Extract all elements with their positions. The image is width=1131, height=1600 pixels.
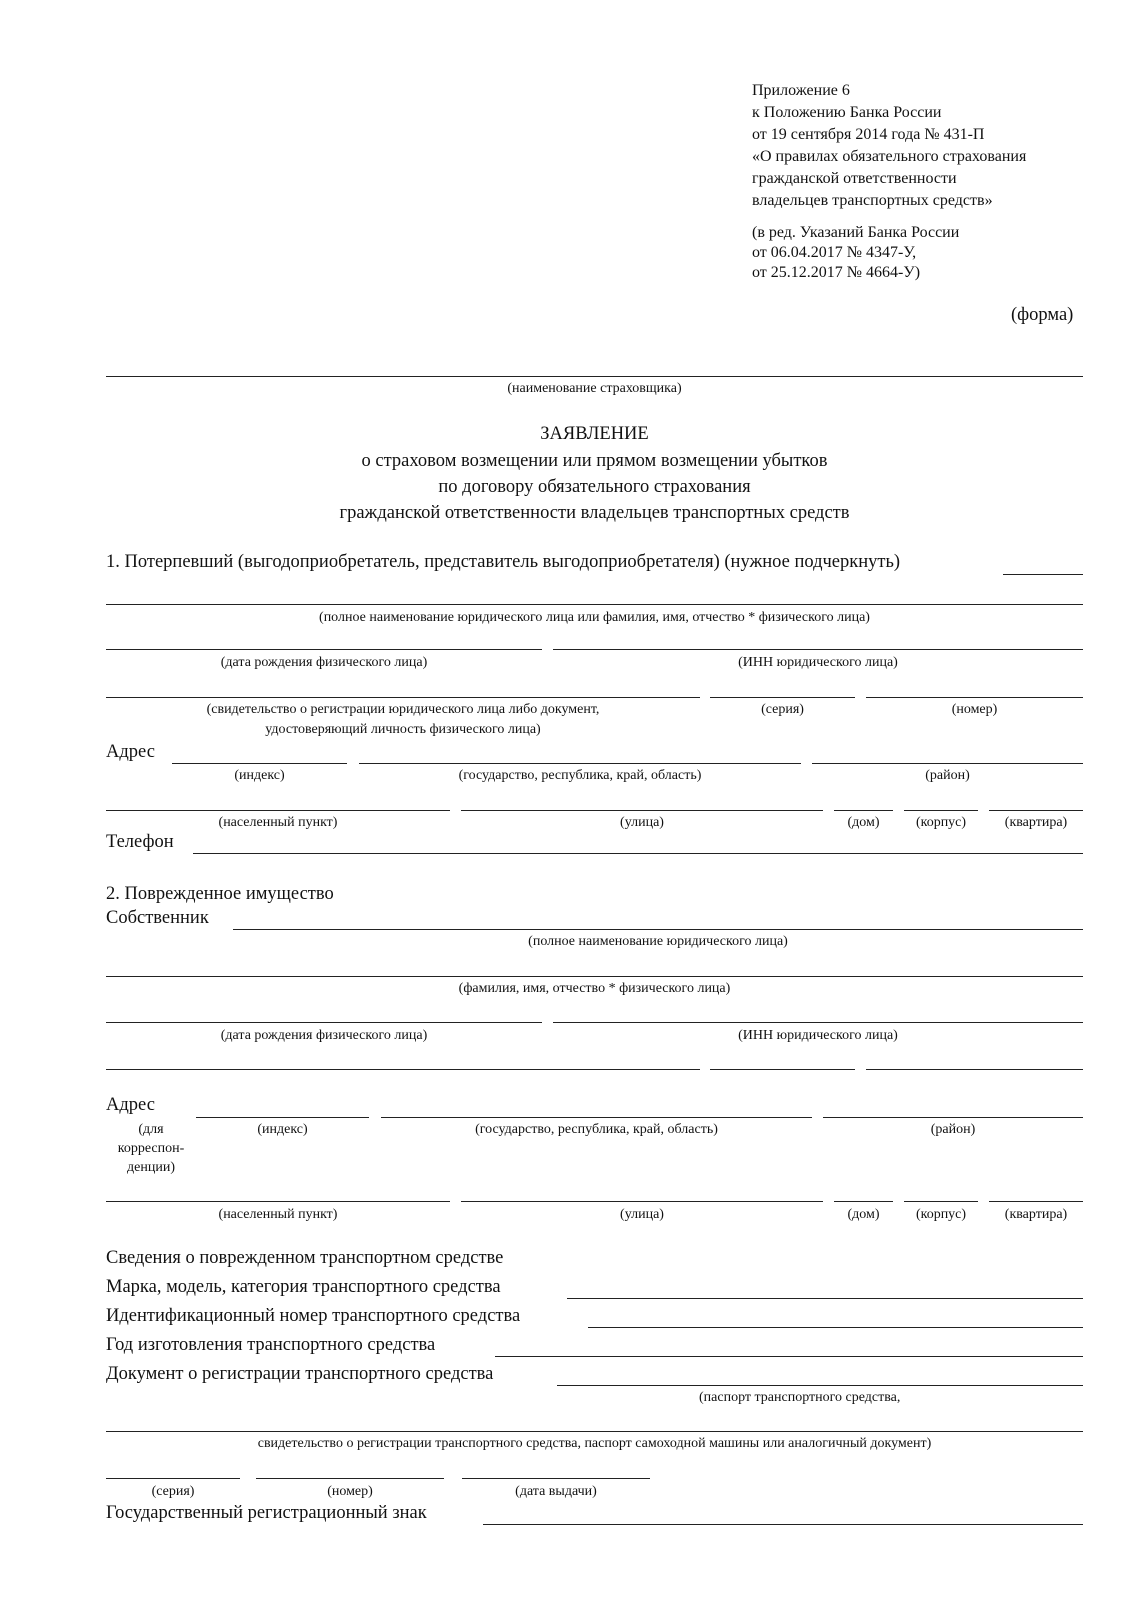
year-field[interactable] — [495, 1356, 1083, 1357]
owner-state-field[interactable] — [381, 1117, 812, 1118]
caption: удостоверяющий личность физического лица) — [265, 722, 541, 737]
caption: (номер) — [327, 1484, 373, 1499]
header-line: к Положению Банка России — [752, 104, 942, 121]
doc-number-field[interactable] — [256, 1478, 444, 1479]
phone-label: Телефон — [106, 832, 174, 852]
caption: (серия) — [761, 702, 804, 717]
title-line: по договору обязательного страхования — [438, 477, 751, 497]
owner-extra-field-3[interactable] — [866, 1069, 1083, 1070]
owner-building-field[interactable] — [904, 1201, 978, 1202]
caption: (индекс) — [234, 768, 285, 783]
caption: (полное наименование юридического лица) — [528, 934, 788, 949]
brand-label: Марка, модель, категория транспортного средства — [106, 1277, 501, 1297]
caption: (номер) — [951, 702, 998, 717]
owner-birth-field[interactable] — [106, 1022, 542, 1023]
header-line: владельцев транспортных средств» — [752, 192, 993, 209]
owner-extra-field-1[interactable] — [106, 1069, 700, 1070]
victim-doc-series-field[interactable] — [710, 697, 855, 698]
victim-street-field[interactable] — [461, 810, 823, 811]
section1-heading: 1. Потерпевший (выгодоприобретатель, представитель выгодоприобретателя) (нужное подчеркнуть) — [106, 552, 901, 572]
reg-doc-field[interactable] — [557, 1385, 1083, 1386]
owner-person-field[interactable] — [106, 976, 1083, 977]
owner-label: Собственник — [106, 908, 209, 928]
caption: (паспорт транспортного средства, — [699, 1390, 901, 1405]
victim-name-field[interactable] — [106, 604, 1083, 605]
owner-inn-field[interactable] — [553, 1022, 1083, 1023]
caption: (индекс) — [257, 1122, 308, 1137]
owner-apartment-field[interactable] — [989, 1201, 1083, 1202]
caption: (улица) — [620, 815, 664, 830]
victim-doc-field[interactable] — [106, 697, 700, 698]
caption: (ИНН юридического лица) — [738, 655, 898, 670]
owner-extra-field-2[interactable] — [710, 1069, 855, 1070]
header-line: от 19 сентября 2014 года № 431-П — [752, 126, 985, 143]
brand-field[interactable] — [567, 1298, 1083, 1299]
victim-building-field[interactable] — [904, 810, 978, 811]
caption: (государство, республика, край, область) — [475, 1122, 718, 1137]
owner-house-field[interactable] — [834, 1201, 893, 1202]
section2-heading: 2. Поврежденное имущество — [106, 884, 334, 904]
owner-street-field[interactable] — [461, 1201, 823, 1202]
header-line: гражданской ответственности — [752, 170, 957, 187]
insurer-caption: (наименование страховщика) — [507, 381, 682, 396]
vin-field[interactable] — [588, 1327, 1083, 1328]
address-note: денции) — [127, 1160, 175, 1175]
caption: (населенный пункт) — [218, 815, 338, 830]
form-mark: (форма) — [1011, 305, 1074, 325]
victim-locality-field[interactable] — [106, 810, 450, 811]
title-line: гражданской ответственности владельцев транспортных средств — [339, 503, 850, 523]
plate-field[interactable] — [483, 1524, 1083, 1525]
vin-label: Идентификационный номер транспортного средства — [106, 1306, 521, 1326]
address-note: (для — [138, 1122, 164, 1137]
victim-phone-field[interactable] — [193, 853, 1083, 854]
victim-birth-field[interactable] — [106, 649, 542, 650]
caption: (населенный пункт) — [218, 1207, 338, 1222]
edition-line: от 06.04.2017 № 4347-У, — [752, 244, 917, 261]
doc-issue-date-field[interactable] — [462, 1478, 650, 1479]
owner-district-field[interactable] — [823, 1117, 1083, 1118]
caption: (дата рождения физического лица) — [220, 655, 428, 670]
caption: (корпус) — [915, 815, 967, 830]
edition-line: (в ред. Указаний Банка России — [752, 224, 960, 241]
reg-doc-field-2[interactable] — [106, 1431, 1083, 1432]
caption: (дом) — [847, 815, 880, 830]
reg-doc-label: Документ о регистрации транспортного средства — [106, 1364, 494, 1384]
owner-locality-field[interactable] — [106, 1201, 450, 1202]
victim-state-field[interactable] — [359, 763, 801, 764]
caption: (район) — [930, 1122, 976, 1137]
edition-line: от 25.12.2017 № 4664-У) — [752, 264, 921, 281]
caption: (улица) — [620, 1207, 664, 1222]
caption: (фамилия, имя, отчество * физического лица) — [458, 981, 731, 996]
caption: (дата выдачи) — [515, 1484, 597, 1499]
document-title: ЗАЯВЛЕНИЕ — [540, 424, 649, 444]
caption: (дом) — [847, 1207, 880, 1222]
caption: (дата рождения физического лица) — [220, 1028, 428, 1043]
caption: (государство, республика, край, область) — [458, 768, 702, 783]
vehicle-heading: Сведения о поврежденном транспортном средстве — [106, 1248, 504, 1268]
victim-house-field[interactable] — [834, 810, 893, 811]
victim-inn-field[interactable] — [553, 649, 1083, 650]
caption: (квартира) — [1004, 815, 1068, 830]
victim-doc-number-field[interactable] — [866, 697, 1083, 698]
header-line: Приложение 6 — [752, 82, 850, 99]
caption: свидетельство о регистрации транспортного средства, паспорт самоходной машины или аналогичный документ) — [257, 1436, 932, 1451]
insurer-field[interactable] — [106, 376, 1083, 377]
owner-address-label: Адрес — [106, 1095, 155, 1115]
victim-index-field[interactable] — [172, 763, 347, 764]
caption: (свидетельство о регистрации юридического лица либо документ, — [206, 702, 600, 717]
victim-apartment-field[interactable] — [989, 810, 1083, 811]
owner-legal-field[interactable] — [233, 929, 1083, 930]
caption: (район) — [925, 768, 970, 783]
address-label: Адрес — [106, 742, 155, 762]
owner-index-field[interactable] — [196, 1117, 369, 1118]
caption: (полное наименование юридического лица или фамилия, имя, отчество * физического лица) — [319, 610, 870, 625]
role-field[interactable] — [1003, 574, 1083, 575]
caption: (ИНН юридического лица) — [738, 1028, 898, 1043]
plate-label: Государственный регистрационный знак — [106, 1503, 427, 1523]
caption: (корпус) — [915, 1207, 967, 1222]
address-note: корреспон- — [117, 1141, 185, 1156]
year-label: Год изготовления транспортного средства — [106, 1335, 436, 1355]
title-line: о страховом возмещении или прямом возмещении убытков — [361, 451, 828, 471]
doc-series-field[interactable] — [106, 1478, 240, 1479]
caption: (квартира) — [1004, 1207, 1068, 1222]
caption: (серия) — [151, 1484, 195, 1499]
victim-district-field[interactable] — [812, 763, 1083, 764]
header-line: «О правилах обязательного страхования — [752, 148, 1027, 165]
